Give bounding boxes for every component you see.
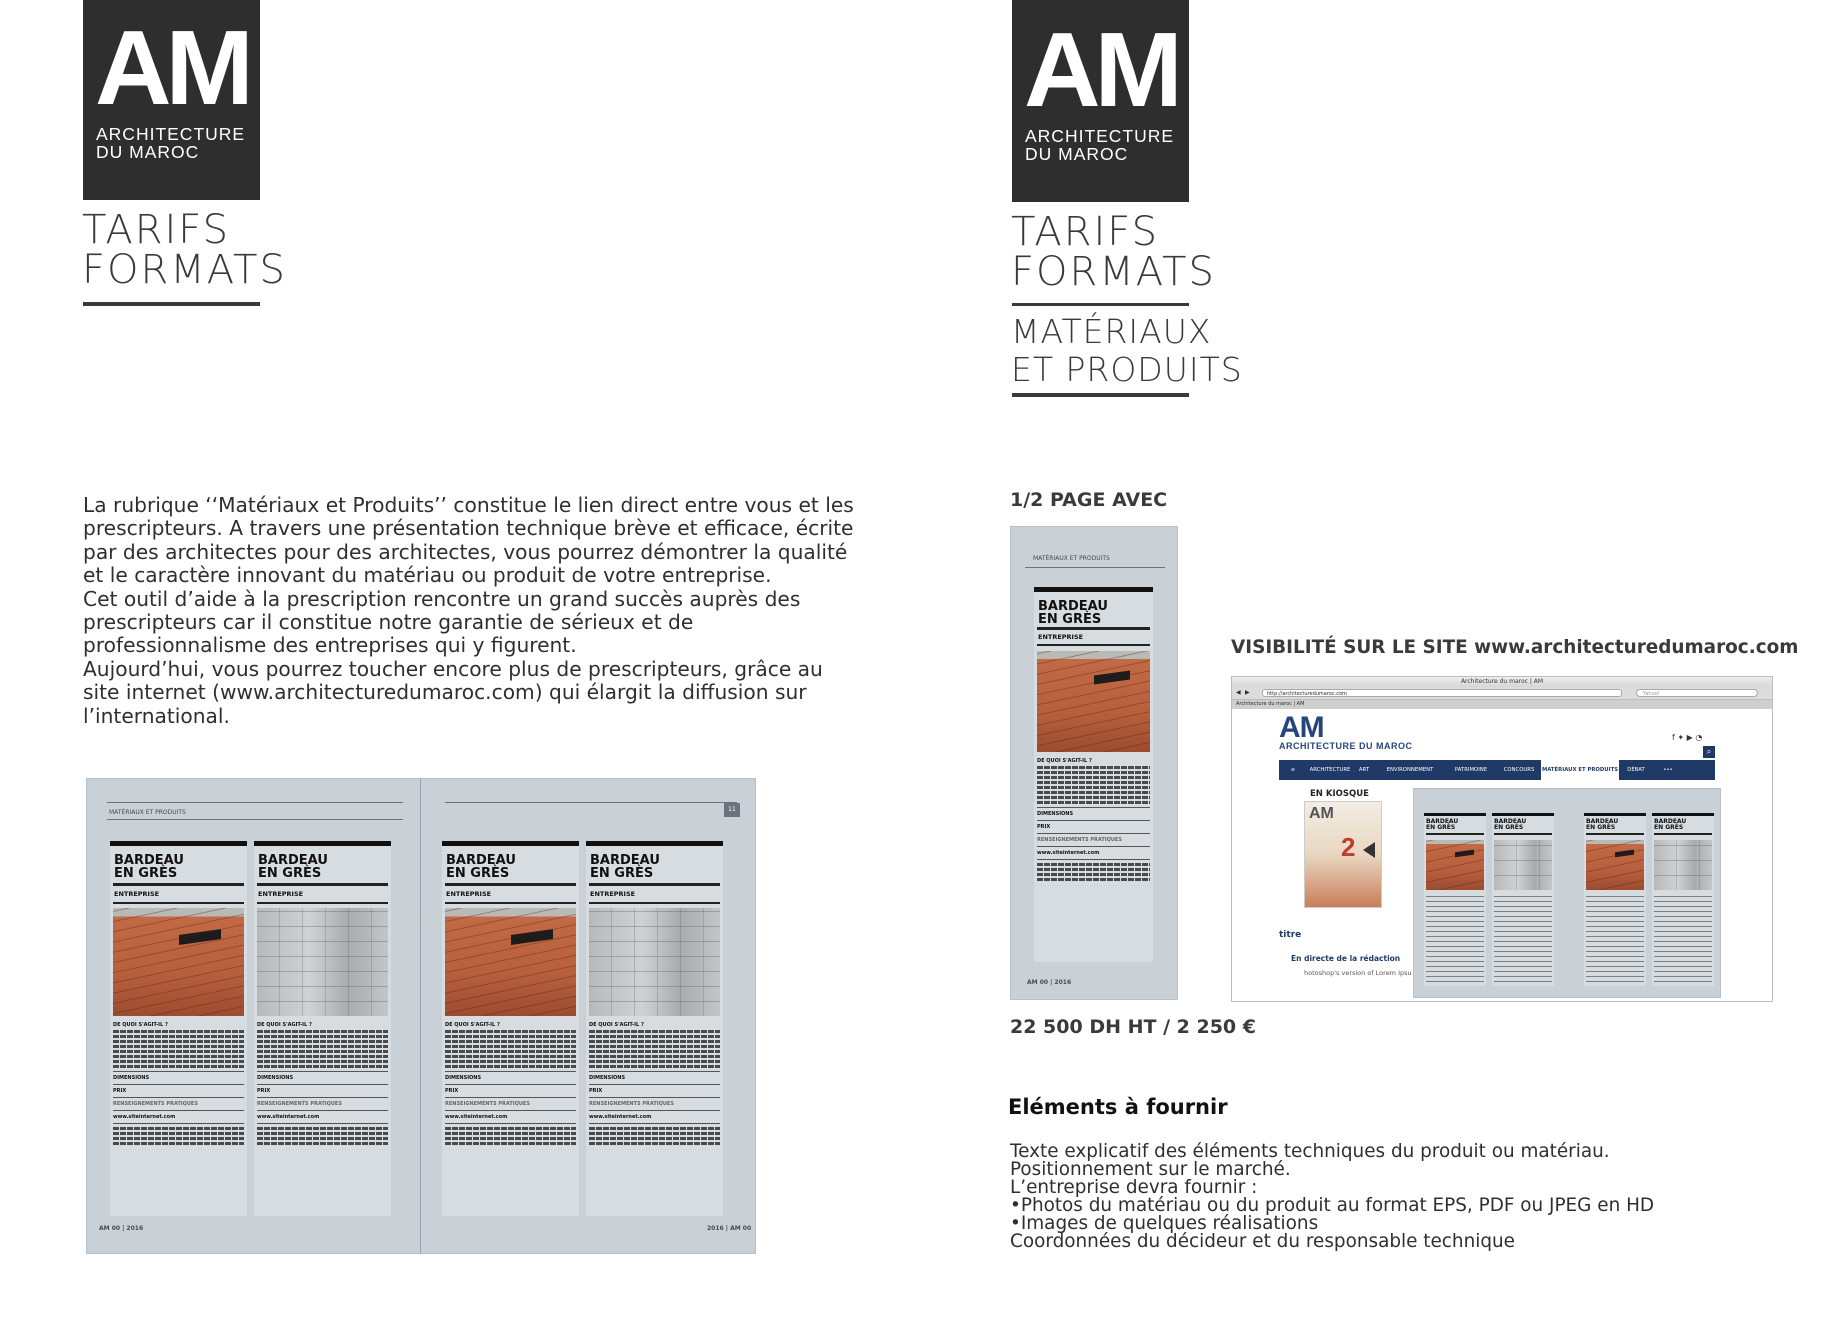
card-bar <box>1037 644 1150 646</box>
card-title: BARDEAU EN GRÈS <box>1038 599 1108 627</box>
browser-titlebar <box>1232 677 1772 687</box>
heading-formats: FORMATS <box>1011 249 1216 295</box>
site-nav-item[interactable]: DÉBAT <box>1627 767 1645 773</box>
card-title: BARDEAU EN GRÈS <box>114 853 184 881</box>
card-text: DE QUOI S'AGIT-IL ? DIMENSIONS PRIX RENSEIGNEMENTS PRATIQUES www.siteinternet.com <box>113 1022 244 1145</box>
logo-line-2: DU MAROC <box>96 142 200 163</box>
magazine-cover[interactable]: AM 2 <box>1304 801 1382 908</box>
card-title: BARDEAU EN GRÈS <box>590 853 660 881</box>
heading-tarifs: TARIFS <box>1011 209 1159 255</box>
kiosque-label: EN KIOSQUE <box>1310 789 1369 799</box>
heading-rule <box>1012 303 1189 306</box>
card-bar <box>589 902 720 904</box>
product-card <box>254 841 391 1216</box>
heading-produits-line: ET PRODUITS <box>1011 350 1243 389</box>
site-nav <box>1279 760 1715 780</box>
site-nav-item[interactable]: ART <box>1358 767 1370 773</box>
product-card <box>586 841 723 1216</box>
product-photo <box>445 908 576 1016</box>
preview-card: BARDEAU EN GRÈS <box>1652 813 1714 986</box>
page-label: MATÉRIAUX ET PRODUITS <box>109 809 186 816</box>
intro-paragraph: La rubrique ‘‘Matériaux et Produits’’ constitue le lien direct entre vous et les prescripteurs. A travers une présentation technique brève et efficace, écrite par des architectes pour des architectes, vous pourrez démontrer la qualité et le caractère innovant du matériau ou produit de votre entreprise. <box>83 493 854 588</box>
heading-rule <box>83 302 260 306</box>
browser-window <box>1231 676 1773 1002</box>
elements-item: Coordonnées du décideur et du responsable technique <box>1010 1230 1515 1252</box>
url-bar[interactable]: http://architecturedumaroc.com <box>1262 689 1622 697</box>
heading-materiaux-line: MATÉRIAUX <box>1011 312 1212 351</box>
product-card <box>442 841 579 1216</box>
logo-left <box>83 0 260 200</box>
card-entreprise: ENTREPRISE <box>258 890 304 898</box>
article-title: titre <box>1279 930 1302 940</box>
card-bar <box>257 883 388 886</box>
product-photo <box>1037 651 1150 752</box>
card-title: BARDEAU EN GRÈS <box>446 853 516 881</box>
card-bar <box>257 902 388 904</box>
divider <box>107 819 403 820</box>
card-entreprise: ENTREPRISE <box>590 890 636 898</box>
forward-button[interactable]: ▶ <box>1245 689 1250 696</box>
search-box[interactable]: Yahoo! <box>1636 689 1758 697</box>
product-card <box>110 841 247 1216</box>
card-text: DE QUOI S'AGIT-IL ? DIMENSIONS PRIX RENSEIGNEMENTS PRATIQUES www.siteinternet.com <box>589 1022 720 1145</box>
card-text: DE QUOI S'AGIT-IL ? DIMENSIONS PRIX RENSEIGNEMENTS PRATIQUES www.siteinternet.com <box>1037 758 1150 881</box>
card-entreprise: ENTREPRISE <box>446 890 492 898</box>
logo-text <box>96 125 245 162</box>
preview-card: BARDEAU EN GRÈS <box>1492 813 1554 986</box>
half-page-mock <box>1010 526 1178 1000</box>
divider <box>107 802 403 803</box>
product-photo <box>257 908 388 1016</box>
browser-toolbar <box>1232 687 1772 700</box>
page-label: MATÉRIAUX ET PRODUITS <box>1033 555 1110 562</box>
heading-tarifs: TARIFS <box>82 207 230 253</box>
spine <box>420 779 421 1253</box>
logo-mark: AM <box>95 9 248 127</box>
site-logo[interactable]: AM <box>1279 711 1324 744</box>
footer-left: AM 00 | 2016 <box>1027 979 1072 986</box>
preview-card: BARDEAU EN GRÈS <box>1584 813 1646 986</box>
site-nav-item[interactable]: ••• <box>1663 767 1673 773</box>
logo-line-1: ARCHITECTURE <box>96 124 246 144</box>
footer-left: AM 00 | 2016 <box>99 1225 144 1232</box>
elements-title: Eléments à fournir <box>1008 1095 1228 1119</box>
card-bar <box>113 902 244 904</box>
card-bar <box>445 902 576 904</box>
elements-item: •Photos du matériau ou du produit au format EPS, PDF ou JPEG en HD <box>1010 1194 1655 1216</box>
window-title: Architecture du maroc | AM <box>1460 678 1544 685</box>
elements-item: •Images de quelques réalisations <box>1010 1212 1319 1234</box>
card-bar <box>445 883 576 886</box>
heading-right <box>1011 209 1216 295</box>
card-text: DE QUOI S'AGIT-IL ? DIMENSIONS PRIX RENSEIGNEMENTS PRATIQUES www.siteinternet.com <box>257 1022 388 1145</box>
intro-text <box>83 494 858 728</box>
site-nav-item[interactable]: ARCHITECTURE <box>1309 767 1351 773</box>
youtube-icon[interactable]: ▶ <box>1686 733 1693 742</box>
site-page <box>1232 709 1772 1001</box>
elements-item: Texte explicatif des éléments techniques du produit ou matériau. Positionnement sur le marché. <box>1010 1141 1610 1180</box>
page-number-box: 11 <box>724 803 740 817</box>
price: 22 500 DH HT / 2 250 € <box>1010 1016 1256 1038</box>
browser-tab[interactable]: Architecture du maroc | AM <box>1232 700 1772 709</box>
intro-paragraph: Cet outil d’aide à la prescription rencontre un grand succès auprès des prescripteurs car il constitue notre garantie de sérieux et de professionnalisme des entreprises qui y figurent. <box>83 586 801 658</box>
heading-left <box>82 207 287 293</box>
product-card <box>1034 587 1153 962</box>
divider <box>445 802 737 803</box>
footer-right: 2016 | AM 00 <box>707 1225 752 1232</box>
lorem-text: hotoshop's version of Lorem Ipsu <box>1304 969 1412 977</box>
spread-preview <box>1413 788 1721 998</box>
logo-right <box>1012 0 1189 202</box>
product-photo <box>589 908 720 1016</box>
search-icon[interactable]: ⌕ <box>1703 746 1715 758</box>
card-text: DE QUOI S'AGIT-IL ? DIMENSIONS PRIX RENSEIGNEMENTS PRATIQUES www.siteinternet.com <box>445 1022 576 1145</box>
site-name: ARCHITECTURE DU MAROC <box>1279 741 1413 751</box>
half-page-title: 1/2 PAGE AVEC <box>1010 489 1168 511</box>
elements-list <box>1010 1143 1720 1250</box>
elements-item: L’entreprise devra fournir : <box>1010 1176 1258 1198</box>
facebook-icon[interactable]: f <box>1672 733 1675 742</box>
divider <box>1025 567 1165 568</box>
card-bar <box>1037 627 1150 630</box>
preview-card: BARDEAU EN GRÈS <box>1424 813 1486 986</box>
magazine-spread <box>86 778 756 1254</box>
twitter-icon[interactable]: ✦ <box>1677 733 1685 742</box>
site-nav-item[interactable]: MATÉRIAUX ET PRODUITS <box>1541 760 1619 780</box>
card-entreprise: ENTREPRISE <box>114 890 160 898</box>
rss-icon[interactable]: ◔ <box>1695 733 1703 742</box>
heading-materiaux <box>1011 313 1243 389</box>
site-nav-item[interactable]: CONCOURS <box>1503 767 1535 773</box>
heading-rule <box>1012 393 1189 397</box>
card-bar <box>113 883 244 886</box>
logo-line-1: ARCHITECTURE <box>1025 126 1175 146</box>
product-photo <box>113 908 244 1016</box>
intro-paragraph: Aujourd’hui, vous pourrez toucher encore plus de prescripteurs, grâce au site internet (www.architecturedumaroc.com) qui élargit la diffusion sur l’international. <box>83 656 823 728</box>
logo-mark: AM <box>1024 11 1177 129</box>
back-button[interactable]: ◀ <box>1236 689 1241 696</box>
social-icons <box>1672 733 1702 742</box>
redaction-label: En directe de la rédaction <box>1291 954 1401 963</box>
visibility-title: VISIBILITÉ SUR LE SITE www.architecturedumaroc.com <box>1231 637 1799 658</box>
card-bar <box>589 883 720 886</box>
card-title: BARDEAU EN GRÈS <box>258 853 328 881</box>
heading-formats: FORMATS <box>82 247 287 293</box>
card-entreprise: ENTREPRISE <box>1038 633 1084 641</box>
site-nav-item[interactable]: PATRIMOINE <box>1454 767 1488 773</box>
site-nav-item[interactable]: ENVIRONNEMENT <box>1386 767 1434 773</box>
site-nav-item[interactable]: ≡ <box>1290 767 1296 773</box>
logo-line-2: DU MAROC <box>1025 144 1129 165</box>
logo-text <box>1025 127 1174 164</box>
